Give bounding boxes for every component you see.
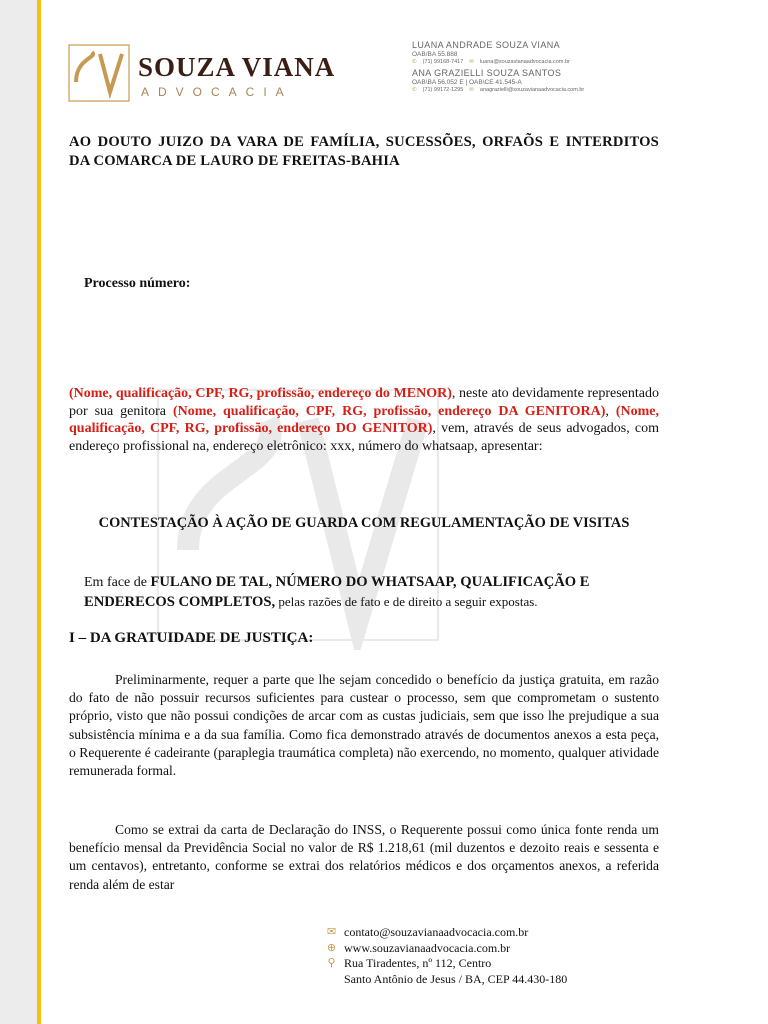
logo-subtitle: ADVOCACIA [141,85,293,99]
section-title-gratuidade: I – DA GRATUIDADE DE JUSTIÇA: [69,630,314,646]
globe-icon: ⊕ [326,941,337,954]
father-placeholder: (Nome, qualificação, CPF, RG, profissão, endereço DO GENITOR) [69,403,659,436]
location-pin-icon: ⚲ [327,957,336,969]
footer-email[interactable]: contato@souzavianaadvocacia.com.br [344,925,529,939]
party-text-2: , [605,403,616,419]
minor-placeholder: (Nome, qualificação, CPF, RG, profissão, endereço do MENOR) [69,386,452,401]
footer-address-line2: Santo Antônio de Jesus / BA, CEP 44.430-180 [344,971,568,986]
left-margin-band [0,0,37,1024]
lawyer2-oab: OAB\BA 56.052 E | OAB\CE 41.545-A [412,79,522,86]
logo-monogram [68,44,130,102]
lawyer1-phone: (71) 99168-7417 [422,59,464,65]
mother-placeholder: (Nome, qualificação, CPF, RG, profissão, endereço DA GENITORA) [172,403,606,419]
footer-address-line1: Rua Tiradentes, nº 112, Centro [344,956,492,970]
lawyer2-name: ANA GRAZIELLI SOUZA SANTOS [412,68,562,78]
em-face-prefix: Em face de [84,575,151,590]
lawyer1-oab: OAB/BA 55.888 [412,51,458,58]
lawyer2-phone: (71) 99172-1295 [422,87,464,93]
footer-website[interactable]: www.souzavianaadvocacia.com.br [344,940,511,955]
phone-icon: ✆ [412,59,417,65]
footer-contact [325,925,625,987]
lawyer1-name: LUANA ANDRADE SOUZA VIANA [412,40,561,50]
email-icon: ✉ [469,87,474,93]
email-icon: ✉ [469,59,474,65]
header-contact-card [412,40,622,96]
email-icon: ✉ [326,926,337,938]
paragraph-gratuidade-2: Como se extrai da carta de Declaração do INSS, o Requerente possui como única fonte renda um benefício mensal da Previdência Social no valor de R$ 1.218,61 (mil duzentos e dezoito reais e sessenta e um centavos), entretanto, conforme se extrai dos relatórios médicos e dos orçamentos anexos, a referida renda além de estar [69,822,659,892]
process-number-label: Processo número: [84,276,191,291]
logo-name: SOUZA VIANA [138,52,336,82]
lawyer1-email[interactable]: luana@souzavianaadvocacia.com.br [479,59,570,65]
party-text-3: , vem, através de seus advogados, com endereço profissional na, endereço eletrônico: xxx, número do whatsaap, apresentar: [69,421,659,454]
party-text-1: , neste ato devidamente representado por sua genitora [69,386,659,419]
lawyer2-email[interactable]: anagrazielli@souzavianaadvocacia.com.br [479,87,585,93]
party-qualification-paragraph [69,385,659,455]
phone-icon: ✆ [412,87,417,93]
document-title: CONTESTAÇÃO À AÇÃO DE GUARDA COM REGULAMENTAÇÃO DE VISITAS [98,515,630,531]
left-accent-rule [37,0,41,1024]
opposing-party-paragraph [84,573,659,612]
em-face-suffix: pelas razões de fato e de direito a seguir expostas. [275,594,538,609]
opposing-party-placeholder: FULANO DE TAL, NÚMERO DO WHATSAAP, QUALIFICAÇÃO E ENDERECOS COMPLETOS, [84,574,590,610]
court-address-heading: AO DOUTO JUIZO DA VARA DE FAMÍLIA, SUCESSÕES, ORFAÕS E INTERDITOS DA COMARCA DE LAURO DE FREITAS-BAHIA [69,134,659,169]
company-logo [68,44,398,106]
paragraph-gratuidade-1: Preliminarmente, requer a parte que lhe sejam concedido o benefício da justiça gratuita, em razão do fato de não possuir recursos suficientes para custear o processo, sem que comprometam o sustento próprio, visto que não possui condições de arcar com as custas judiciais, sem que isso lhe prejudique a sua subsistência mínima e a da sua família. Como fica demonstrado através de documentos anexos a esta peça, o Requerente é cadeirante (paraplegia traumática completa) não exercendo, no momento, qualquer atividade remunerada formal. [69,672,659,779]
